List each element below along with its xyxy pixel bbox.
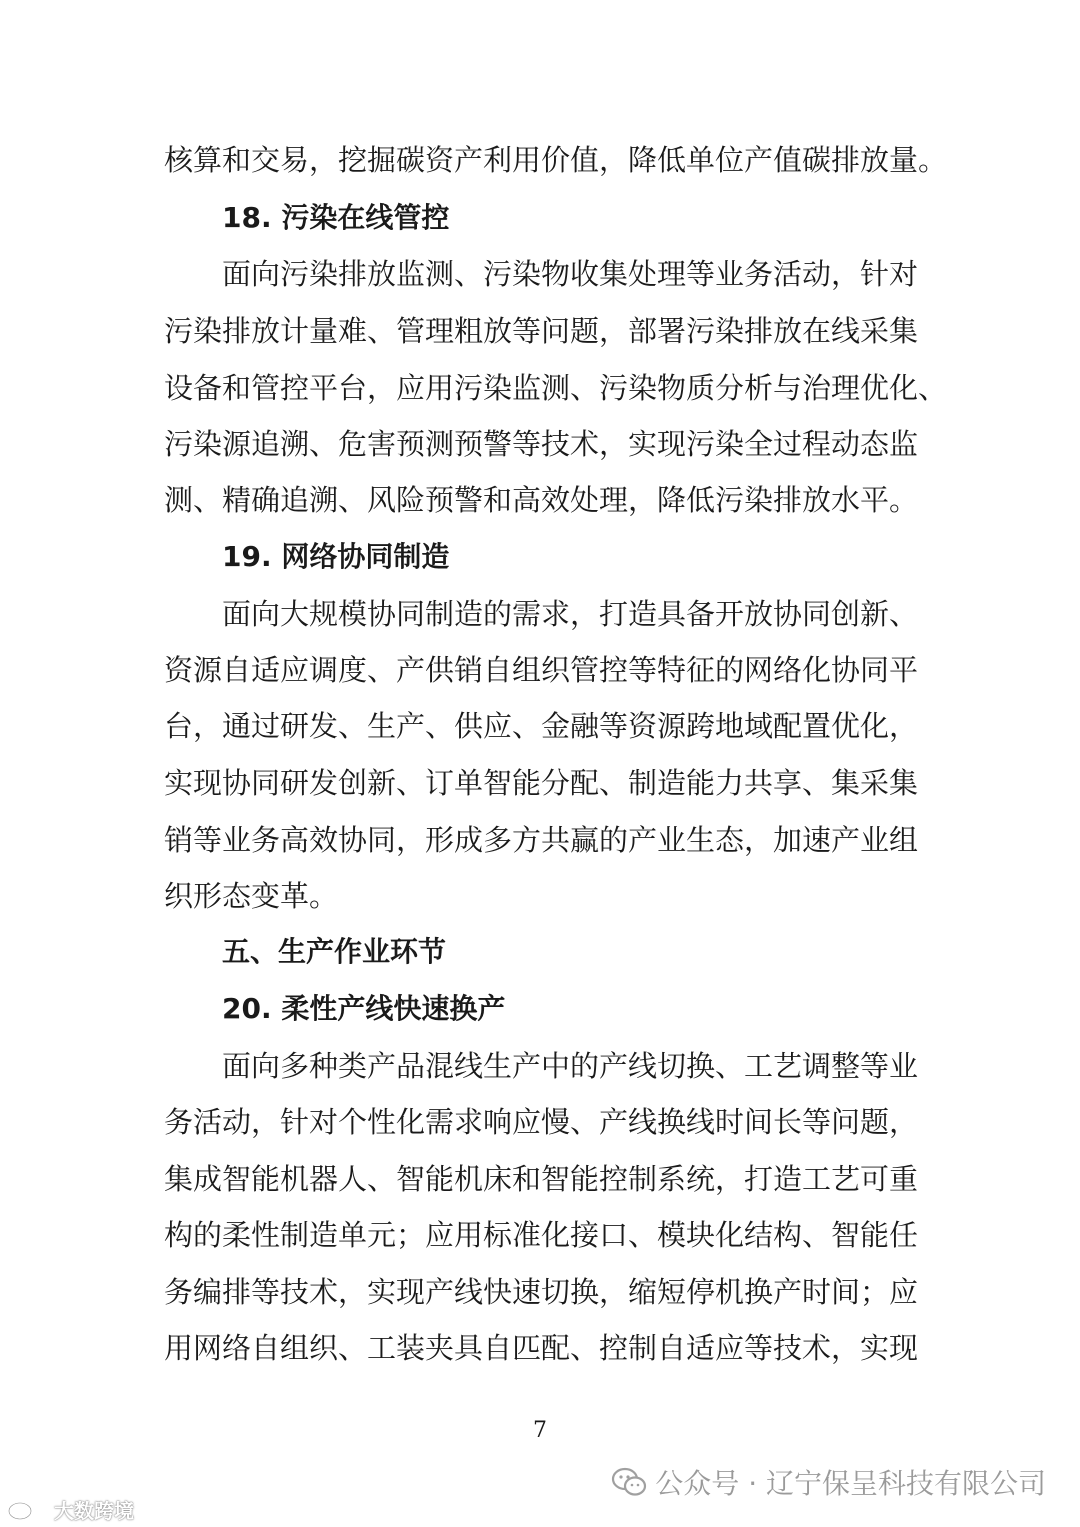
paragraph-line: 织形态变革。	[164, 879, 339, 913]
paragraph-line: 设备和管控平台，应用污染监测、污染物质分析与治理优化、	[164, 371, 948, 405]
paragraph-line: 测、精确追溯、风险预警和高效处理，降低污染排放水平。	[164, 483, 919, 517]
chapter-heading-5: 五、生产作业环节	[222, 935, 447, 968]
paragraph-line: 面向多种类产品混线生产中的产线切换、工艺调整等业	[222, 1049, 919, 1083]
paragraph-line: 资源自适应调度、产供销自组织管控等特征的网络化协同平	[164, 653, 919, 687]
weibo-icon	[6, 1497, 50, 1521]
section-heading-20: 20. 柔性产线快速换产	[222, 992, 506, 1025]
wechat-icon	[611, 1467, 647, 1497]
paragraph-line: 务活动，针对个性化需求响应慢、产线换线时间长等问题，	[164, 1105, 919, 1139]
section-heading-18: 18. 污染在线管控	[222, 201, 450, 234]
watermark	[611, 1462, 1046, 1502]
paragraph-line: 台，通过研发、生产、供应、金融等资源跨地域配置优化，	[164, 709, 919, 743]
corner-watermark-text: 大数跨境	[54, 1498, 134, 1523]
paragraph-line: 污染排放计量难、管理粗放等问题，部署污染排放在线采集	[164, 314, 919, 348]
corner-watermark	[6, 1494, 134, 1524]
paragraph-line: 集成智能机器人、智能机床和智能控制系统，打造工艺可重	[164, 1162, 919, 1196]
paragraph-line: 构的柔性制造单元；应用标准化接口、模块化结构、智能任	[164, 1218, 919, 1252]
watermark-text: 公众号 · 辽宁保呈科技有限公司	[655, 1467, 1046, 1500]
paragraph-line: 实现协同研发创新、订单智能分配、制造能力共享、集采集	[164, 766, 919, 800]
paragraph-line: 核算和交易，挖掘碳资产利用价值，降低单位产值碳排放量。	[164, 143, 948, 177]
paragraph-line: 销等业务高效协同，形成多方共赢的产业生态，加速产业组	[164, 823, 919, 857]
section-heading-19: 19. 网络协同制造	[222, 540, 450, 573]
page-number: 7	[533, 1418, 547, 1443]
paragraph-line: 务编排等技术，实现产线快速切换，缩短停机换产时间；应	[164, 1275, 919, 1309]
paragraph-line: 污染源追溯、危害预测预警等技术，实现污染全过程动态监	[164, 427, 919, 461]
paragraph-line: 面向大规模协同制造的需求，打造具备开放协同创新、	[222, 597, 919, 631]
paragraph-line: 面向污染排放监测、污染物收集处理等业务活动，针对	[222, 257, 919, 291]
paragraph-line: 用网络自组织、工装夹具自匹配、控制自适应等技术，实现	[164, 1331, 919, 1365]
